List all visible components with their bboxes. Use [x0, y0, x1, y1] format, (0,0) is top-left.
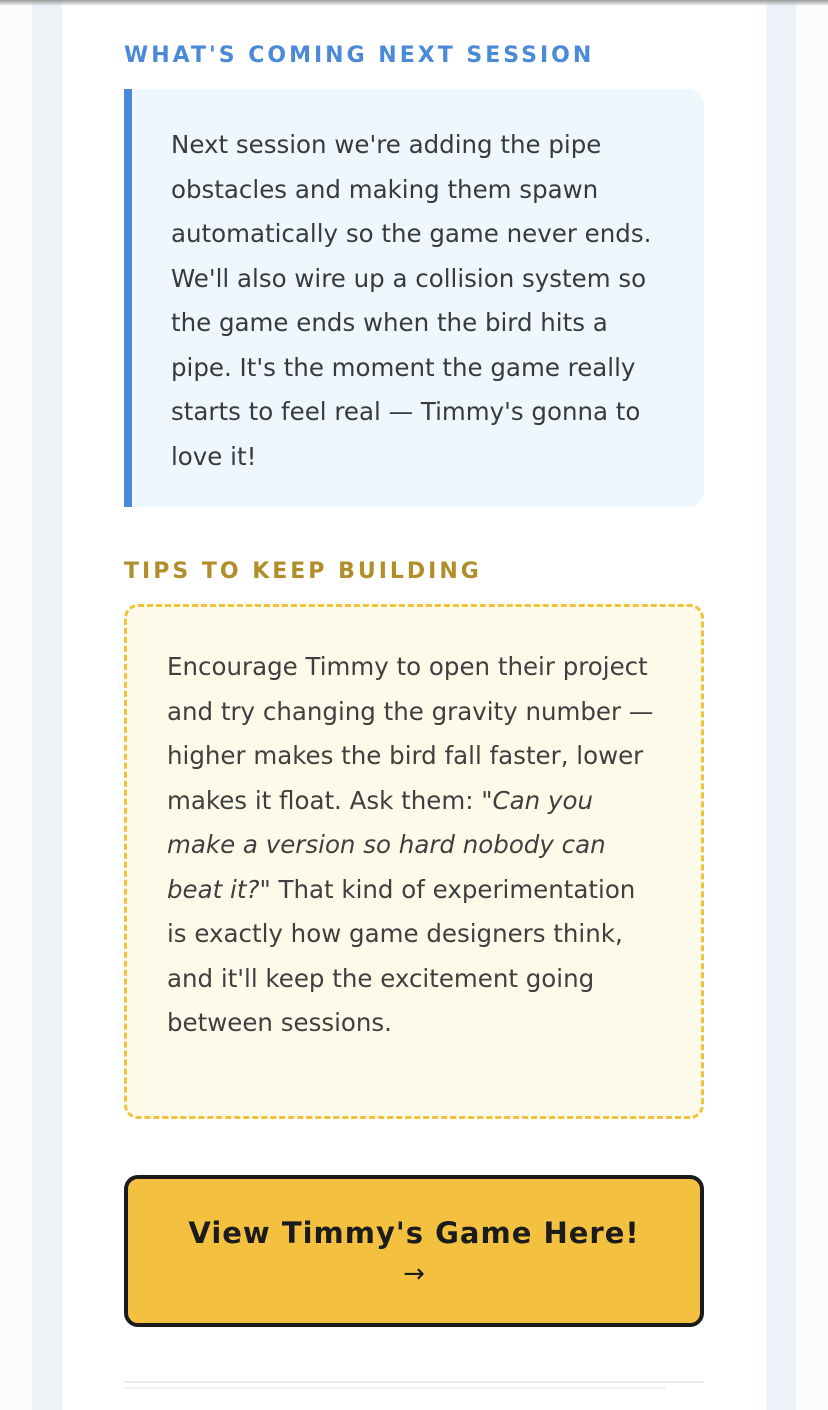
view-game-button[interactable]	[124, 1175, 704, 1327]
arrow-right-icon: →	[403, 1259, 425, 1289]
tips-text	[167, 645, 661, 1046]
page-margin-right	[796, 0, 828, 1410]
tips-text-quote: "Can you make a version so hard nobody can beat it?"	[167, 785, 606, 904]
tips-heading: TIPS TO KEEP BUILDING	[124, 559, 482, 584]
view-game-button-label: View Timmy's Game Here!	[188, 1216, 640, 1250]
top-shadow	[0, 0, 828, 6]
next-session-callout	[124, 89, 704, 507]
footer-divider-secondary	[124, 1387, 666, 1389]
next-session-heading: WHAT'S COMING NEXT SESSION	[124, 43, 595, 68]
tips-text-intro: Encourage Timmy to open their project and try changing the gravity number — higher makes the bird fall faster, lower makes it float. Ask them:	[167, 652, 654, 815]
page-margin-left	[0, 0, 32, 1410]
next-session-text: Next session we're adding the pipe obstacles and making them spawn automatically so the game never ends. We'll also wire up a collision system so the game ends when the bird hits a pipe. It's the moment the game really starts to feel real — Timmy's gonna to love it!	[171, 130, 652, 471]
tips-text-outro: That kind of experimentation is exactly how game designers think, and it'll keep the excitement going between sessions.	[167, 874, 636, 1037]
tips-callout	[124, 604, 704, 1119]
footer-divider	[124, 1381, 704, 1383]
